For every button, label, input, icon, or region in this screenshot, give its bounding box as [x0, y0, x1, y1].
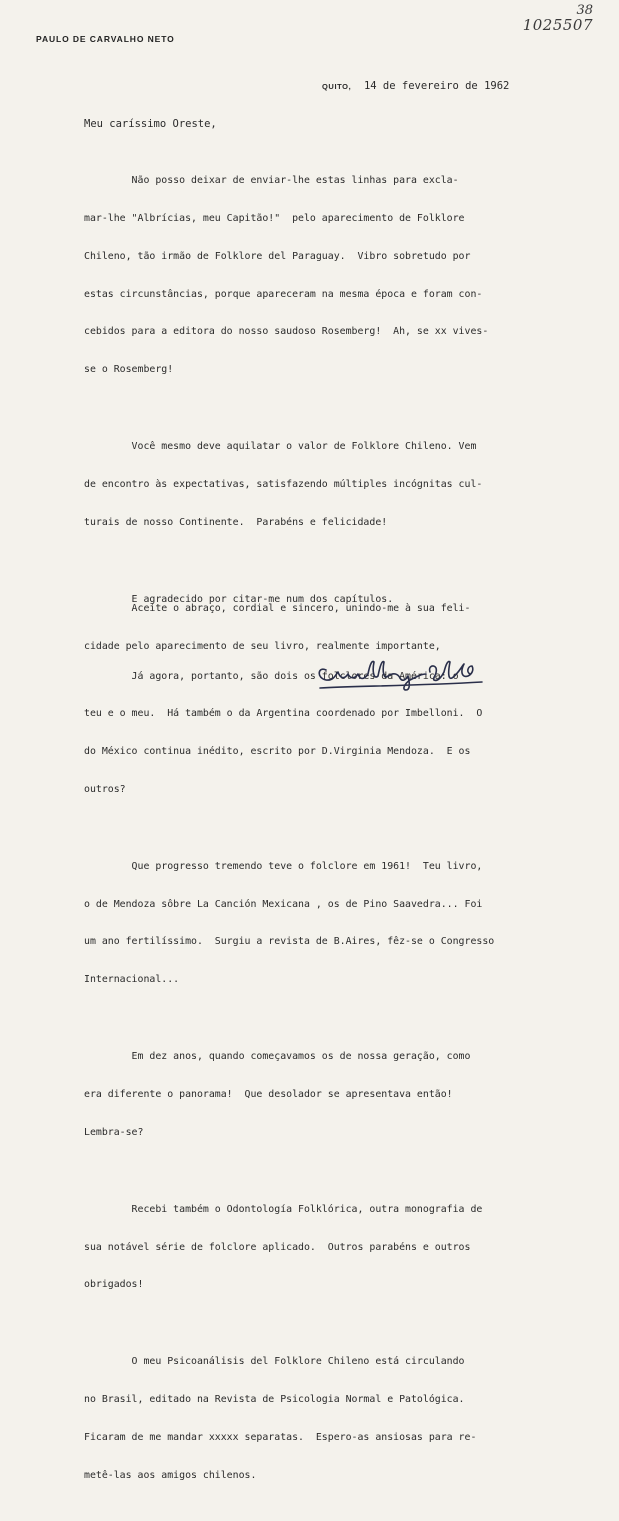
text-line: se o Rosemberg! [84, 364, 174, 376]
text-line: era diferente o panorama! Que desolador se apresentava então! [84, 1088, 453, 1100]
text-line: Chileno, tão irmão de Folklore del Paraguay. Vibro sobretudo por [84, 250, 471, 262]
paragraph-1 [84, 150, 584, 402]
text-line: Você mesmo deve aquilatar o valor de Folklore Chileno. Vem [84, 441, 477, 453]
text-line: O meu Psicoanálisis del Folklore Chileno está circulando [84, 1356, 465, 1368]
text-line: obrigados! [84, 1279, 144, 1291]
text-line: cebidos para a editora do nosso saudoso Rosemberg! Ah, se xx vives- [84, 326, 489, 338]
text-line: Ficaram de me mandar xxxxx separatas. Espero-as ansiosas para re- [84, 1431, 477, 1443]
text-line: Lembra-se? [84, 1126, 144, 1138]
text-line: Aceite o abraço, cordial e sincero, unindo-me à sua feli- [84, 603, 471, 615]
paragraph-2 [84, 416, 584, 555]
text-line: no Brasil, editado na Revista de Psicologia Normal e Patológica. [84, 1394, 465, 1406]
text-line: Não posso deixar de enviar-lhe estas linhas para excla- [84, 175, 459, 187]
text-line: um ano fertilíssimo. Surgiu a revista de B.Aires, fêz-se o Congresso [84, 936, 495, 948]
text-line: estas circunstâncias, porque apareceram na mesma época e foram con- [84, 288, 483, 300]
archive-folio-number: 38 [576, 3, 593, 18]
text-line: teu e o meu. Há também o da Argentina coordenado por Imbelloni. O [84, 708, 483, 720]
text-line: de encontro às expectativas, satisfazendo múltiples incógnitas cul- [84, 478, 483, 490]
salutation: Meu caríssimo Oreste, [84, 118, 217, 130]
text-line: Internacional... [84, 974, 180, 986]
paragraph-8 [84, 1331, 584, 1507]
dateline-city: QUITO, [322, 82, 352, 91]
text-line: do México continua inédito, escrito por D.Virginia Mendoza. E os [84, 746, 471, 758]
signature-stroke [319, 661, 482, 690]
text-line: o de Mendoza sôbre La Canción Mexicana , os de Pino Saavedra... Foi [84, 898, 483, 910]
letterhead: PAULO DE CARVALHO NETO [36, 34, 175, 44]
archive-catalog-number: 1025507 [522, 16, 593, 34]
text-line: Já agora, portanto, são dois os folclores da América: o [84, 670, 459, 682]
text-line: turais de nosso Continente. Parabéns e felicidade! [84, 516, 388, 528]
text-line: Em dez anos, quando começavamos os de nossa geração, como [84, 1051, 471, 1063]
paragraph-5 [84, 836, 584, 1012]
dateline-date: 14 de fevereiro de 1962 [363, 80, 510, 92]
archive-annotation [523, 4, 593, 33]
paragraph-7 [84, 1179, 584, 1318]
text-line: metê-las aos amigos chilenos. [84, 1469, 257, 1481]
text-line: outros? [84, 783, 126, 795]
paragraph-6 [84, 1026, 584, 1165]
text-line: sua notável série de folclore aplicado. Outros parabéns e outros [84, 1241, 471, 1253]
dateline [322, 80, 509, 92]
text-line: Que progresso tremendo teve o folclore em 1961! Teu livro, [84, 860, 483, 872]
text-line: cidade pelo aparecimento de seu livro, realmente importante, [84, 640, 441, 652]
text-line: mar-lhe "Albrícias, meu Capitão!" pelo aparecimento de Folklore [84, 212, 465, 224]
text-line: Recebi também o Odontología Folklórica, outra monografia de [84, 1203, 483, 1215]
text-line: E agradecido por citar-me num dos capítulos. [84, 593, 394, 605]
handwritten-signature [312, 644, 502, 692]
letter-body [84, 150, 584, 1521]
